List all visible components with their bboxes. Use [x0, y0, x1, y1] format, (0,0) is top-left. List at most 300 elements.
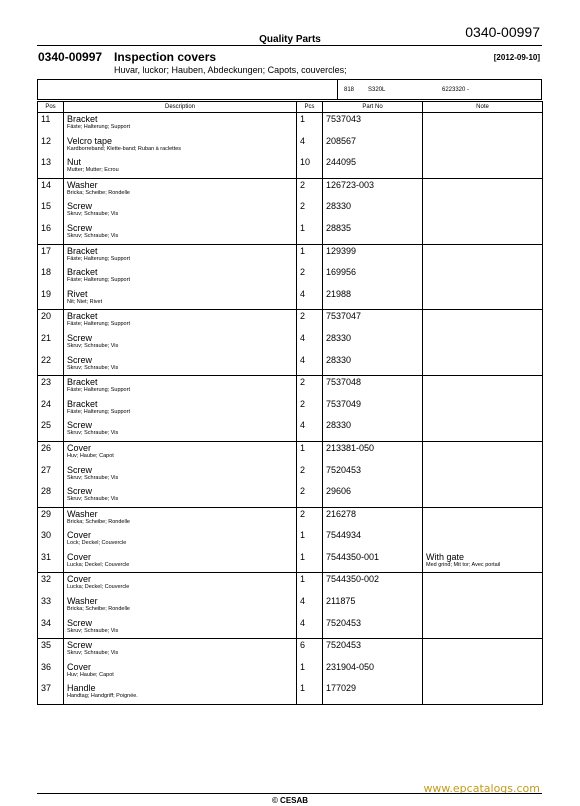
cell-pos [38, 266, 64, 288]
footer-divider [37, 793, 542, 794]
cell-description [64, 595, 297, 617]
table-row [38, 310, 543, 332]
cell-pos [38, 398, 64, 420]
cell-pcs [297, 288, 323, 310]
cell-pcs [297, 135, 323, 157]
cell-description [64, 244, 297, 266]
description-translation: Bricka; Scheibe; Rondelle [67, 606, 130, 613]
pos-value: 32 [41, 574, 52, 585]
note-translation: Med grind; Mit tor; Avec portail [426, 561, 501, 568]
cell-pos [38, 244, 64, 266]
description-translation: Mutter; Mutter; Ecrou [67, 167, 119, 174]
description-text: Bracket [67, 398, 98, 409]
brand-logo: © CESAB [271, 796, 309, 805]
table-row [38, 354, 543, 376]
pos-value: 33 [41, 596, 52, 607]
cell-part-no [323, 354, 423, 376]
cell-note [423, 639, 543, 661]
cell-note [423, 617, 543, 639]
cell-pos [38, 354, 64, 376]
table-row [38, 617, 543, 639]
cell-pos [38, 200, 64, 222]
cell-pcs [297, 551, 323, 573]
note-text [426, 617, 542, 618]
description-text: Cover [67, 661, 92, 672]
part-number: 28330 [326, 332, 352, 343]
note-text [426, 529, 542, 530]
pos-value: 35 [41, 640, 52, 651]
pos-value: 14 [41, 179, 52, 190]
description-text: Screw [67, 222, 93, 233]
table-row [38, 266, 543, 288]
cell-note [423, 376, 543, 398]
cell-pos [38, 529, 64, 551]
pos-value: 11 [41, 114, 51, 124]
cell-pcs [297, 682, 323, 704]
part-number: 244095 [326, 157, 357, 168]
table-row [38, 661, 543, 683]
part-number: 177029 [326, 683, 357, 694]
cell-part-no [323, 156, 423, 178]
pcs-value: 2 [300, 508, 306, 519]
note-text: With gate [426, 551, 465, 562]
cell-note [423, 419, 543, 441]
part-number: 126723-003 [326, 179, 375, 190]
description-text: Washer [67, 179, 98, 190]
table-row [38, 441, 543, 463]
model-number: 818 [344, 87, 355, 93]
description-translation: Bricka; Scheibe; Rondelle [67, 518, 130, 525]
pos-value: 18 [41, 267, 52, 278]
cell-pcs [297, 222, 323, 244]
note-text [426, 464, 542, 465]
pos-value: 29 [41, 508, 52, 519]
pcs-value: 2 [300, 398, 306, 409]
pos-value: 28 [41, 486, 52, 497]
part-number: 7544350-002 [326, 574, 380, 585]
pcs-value: 1 [300, 551, 306, 562]
pcs-value: 1 [300, 574, 306, 585]
description-text: Bracket [67, 377, 98, 388]
note-text [426, 661, 542, 662]
table-row [38, 288, 543, 310]
section-date: [2012-09-10] [493, 53, 540, 62]
description-text: Cover [67, 530, 92, 541]
pcs-value: 4 [300, 354, 306, 365]
pcs-value: 4 [300, 288, 306, 299]
col-header-note: Note [423, 102, 543, 113]
cell-pcs [297, 485, 323, 507]
col-header-description: Description [64, 102, 297, 113]
cell-pcs [297, 244, 323, 266]
cell-description [64, 135, 297, 157]
cell-description [64, 419, 297, 441]
cell-description [64, 441, 297, 463]
cell-pcs [297, 113, 323, 135]
table-row [38, 485, 543, 507]
cell-pcs [297, 639, 323, 661]
cell-part-no [323, 332, 423, 354]
note-text [426, 595, 542, 596]
cell-pcs [297, 529, 323, 551]
description-text: Bracket [67, 114, 98, 124]
model-box [37, 79, 542, 100]
pos-value: 25 [41, 420, 52, 431]
pcs-value: 1 [300, 661, 306, 672]
cell-note [423, 529, 543, 551]
cell-part-no [323, 376, 423, 398]
cell-part-no [323, 682, 423, 704]
description-text: Screw [67, 332, 93, 343]
pcs-value: 4 [300, 135, 306, 146]
note-text [426, 332, 542, 333]
note-text [426, 179, 542, 180]
cell-pos [38, 507, 64, 529]
parts-table [37, 101, 543, 705]
pcs-value: 6 [300, 640, 306, 651]
part-number: 216278 [326, 508, 357, 519]
cell-part-no [323, 288, 423, 310]
pcs-value: 10 [300, 157, 311, 168]
cell-pos [38, 485, 64, 507]
col-header-pcs: Pcs [297, 102, 323, 113]
cell-part-no [323, 113, 423, 135]
cell-description [64, 617, 297, 639]
cell-description [64, 222, 297, 244]
cell-description [64, 507, 297, 529]
cell-note [423, 222, 543, 244]
cell-pos [38, 376, 64, 398]
cell-part-no [323, 573, 423, 595]
description-text: Washer [67, 508, 98, 519]
cell-note [423, 398, 543, 420]
cell-pos [38, 156, 64, 178]
description-text: Cover [67, 574, 92, 585]
pos-value: 30 [41, 530, 52, 541]
pos-value: 17 [41, 245, 52, 256]
cell-pcs [297, 310, 323, 332]
part-number: 169956 [326, 267, 357, 278]
cell-pos [38, 419, 64, 441]
cell-pcs [297, 354, 323, 376]
note-text [426, 113, 542, 114]
description-translation: Fäste; Halterung; Support [67, 321, 130, 328]
header-doc-number: 0340-00997 [465, 24, 540, 40]
table-row [38, 222, 543, 244]
description-translation: Skruv; Schraube; Vis [67, 364, 119, 371]
pos-value: 27 [41, 464, 52, 475]
pcs-value: 2 [300, 311, 306, 322]
cell-part-no [323, 595, 423, 617]
table-row [38, 682, 543, 704]
cell-description [64, 661, 297, 683]
cell-pcs [297, 507, 323, 529]
pos-value: 24 [41, 398, 52, 409]
pcs-value: 1 [300, 530, 306, 541]
cell-note [423, 507, 543, 529]
cell-pos [38, 682, 64, 704]
cell-description [64, 354, 297, 376]
note-text [426, 508, 542, 509]
description-text: Screw [67, 640, 93, 651]
cell-note [423, 200, 543, 222]
part-number: 29606 [326, 486, 352, 497]
cell-pos [38, 639, 64, 661]
part-number: 7537043 [326, 114, 362, 124]
table-row [38, 573, 543, 595]
description-translation: Fäste; Halterung; Support [67, 124, 130, 130]
cell-note [423, 464, 543, 486]
pcs-value: 1 [300, 683, 306, 694]
cell-description [64, 485, 297, 507]
cell-pos [38, 617, 64, 639]
pos-value: 34 [41, 617, 52, 628]
note-text [426, 573, 542, 574]
cell-note [423, 332, 543, 354]
cell-pcs [297, 156, 323, 178]
note-text [426, 245, 542, 246]
part-number: 21988 [326, 288, 352, 299]
pcs-value: 2 [300, 179, 306, 190]
cell-part-no [323, 617, 423, 639]
cell-note [423, 573, 543, 595]
pos-value: 26 [41, 442, 52, 453]
description-text: Bracket [67, 267, 98, 278]
part-number: 231904-050 [326, 661, 375, 672]
description-translation: Lock; Deckel; Couvercle [67, 540, 127, 547]
cell-part-no [323, 135, 423, 157]
cell-pcs [297, 617, 323, 639]
part-number: 208567 [326, 135, 357, 146]
pos-value: 16 [41, 222, 52, 233]
cell-description [64, 288, 297, 310]
pcs-value: 4 [300, 420, 306, 431]
pos-value: 19 [41, 288, 52, 299]
description-text: Screw [67, 486, 93, 497]
cell-description [64, 398, 297, 420]
pcs-value: 2 [300, 464, 306, 475]
description-translation: Handtag; Handgriff; Poignée. [67, 693, 138, 700]
cell-description [64, 266, 297, 288]
cell-part-no [323, 398, 423, 420]
cell-note [423, 178, 543, 200]
table-row [38, 135, 543, 157]
cell-description [64, 113, 297, 135]
pcs-value: 4 [300, 596, 306, 607]
cell-pos [38, 595, 64, 617]
pos-value: 15 [41, 201, 52, 212]
cell-part-no [323, 200, 423, 222]
pos-value: 23 [41, 377, 52, 388]
pcs-value: 4 [300, 332, 306, 343]
description-translation: Skruv; Schraube; Vis [67, 627, 119, 634]
description-translation: Fäste; Halterung; Support [67, 255, 130, 262]
part-number: 28330 [326, 420, 352, 431]
cell-pos [38, 661, 64, 683]
cell-note [423, 551, 543, 573]
pos-value: 22 [41, 354, 52, 365]
cell-description [64, 639, 297, 661]
cell-pcs [297, 441, 323, 463]
cell-pcs [297, 178, 323, 200]
section-title: Inspection covers [114, 50, 217, 64]
cell-note [423, 266, 543, 288]
cell-part-no [323, 464, 423, 486]
note-text [426, 398, 542, 399]
part-number: 7537048 [326, 377, 362, 388]
cell-part-no [323, 244, 423, 266]
model-serial: 6223320 - [442, 87, 470, 93]
cell-description [64, 332, 297, 354]
pcs-value: 1 [300, 442, 306, 453]
model-name: S320L [368, 87, 386, 93]
cell-note [423, 682, 543, 704]
cell-pcs [297, 464, 323, 486]
description-text: Bracket [67, 245, 98, 256]
table-row [38, 639, 543, 661]
part-number: 129399 [326, 245, 357, 256]
note-text [426, 485, 542, 486]
cell-description [64, 310, 297, 332]
pos-value: 36 [41, 661, 52, 672]
model-info [337, 80, 542, 99]
description-translation: Bricka; Scheibe; Rondelle [67, 189, 130, 196]
description-translation: Huv; Haube; Capot [67, 452, 114, 459]
cell-pos [38, 332, 64, 354]
watermark: www.epcatalogs.com [423, 782, 540, 795]
col-header-part-no: Part No [323, 102, 423, 113]
description-text: Handle [67, 683, 96, 694]
cell-part-no [323, 266, 423, 288]
cell-part-no [323, 178, 423, 200]
parts-table-body [38, 113, 543, 705]
note-text [426, 135, 542, 136]
cell-pcs [297, 376, 323, 398]
pos-value: 21 [41, 332, 52, 343]
cell-part-no [323, 441, 423, 463]
cell-part-no [323, 661, 423, 683]
col-header-pos: Pos [38, 102, 64, 113]
cell-part-no [323, 222, 423, 244]
table-row [38, 156, 543, 178]
pcs-value: 2 [300, 267, 306, 278]
cell-note [423, 244, 543, 266]
cell-description [64, 551, 297, 573]
cell-note [423, 354, 543, 376]
cell-description [64, 529, 297, 551]
cell-pos [38, 178, 64, 200]
table-row [38, 398, 543, 420]
part-number: 7537047 [326, 311, 362, 322]
note-text [426, 442, 542, 443]
part-number: 7544934 [326, 530, 362, 541]
part-number: 7520453 [326, 617, 362, 628]
note-text [426, 354, 542, 355]
part-number: 28330 [326, 201, 352, 212]
table-row [38, 200, 543, 222]
cell-pos [38, 113, 64, 135]
cell-pos [38, 222, 64, 244]
cell-pcs [297, 266, 323, 288]
cell-note [423, 156, 543, 178]
table-row [38, 529, 543, 551]
pos-value: 37 [41, 683, 52, 694]
table-header-row [38, 102, 543, 113]
description-translation: Fäste; Halterung; Support [67, 387, 130, 394]
cell-note [423, 135, 543, 157]
cell-pos [38, 441, 64, 463]
note-text [426, 310, 542, 311]
description-text: Cover [67, 551, 92, 562]
note-text [426, 376, 542, 377]
description-text: Screw [67, 201, 93, 212]
cell-part-no [323, 507, 423, 529]
note-text [426, 639, 542, 640]
cell-pcs [297, 398, 323, 420]
table-row [38, 332, 543, 354]
pos-value: 13 [41, 157, 52, 168]
cell-pcs [297, 595, 323, 617]
cell-pos [38, 310, 64, 332]
table-row [38, 419, 543, 441]
cell-description [64, 376, 297, 398]
cell-pcs [297, 200, 323, 222]
description-translation: Skruv; Schraube; Vis [67, 496, 119, 503]
table-row [38, 244, 543, 266]
section-subtitle: Huvar, luckor; Hauben, Abdeckungen; Capots, couvercles; [114, 65, 347, 75]
description-text: Screw [67, 354, 93, 365]
note-text [426, 222, 542, 223]
cell-part-no [323, 639, 423, 661]
description-translation: Lucka; Deckel; Couvercle [67, 561, 130, 568]
description-translation: Lucka; Deckel; Couvercle [67, 584, 130, 591]
table-row [38, 464, 543, 486]
part-number: 28330 [326, 354, 352, 365]
note-text [426, 156, 542, 157]
cell-note [423, 661, 543, 683]
table-row [38, 376, 543, 398]
description-translation: Skruv; Schraube; Vis [67, 474, 119, 481]
note-text [426, 682, 542, 683]
cell-pos [38, 464, 64, 486]
part-number: 7544350-001 [326, 551, 380, 562]
cell-description [64, 573, 297, 595]
section-code: 0340-00997 [38, 50, 103, 64]
part-number: 7520453 [326, 640, 362, 651]
description-text: Screw [67, 420, 93, 431]
part-number: 7520453 [326, 464, 362, 475]
description-translation: Skruv; Schraube; Vis [67, 211, 119, 218]
table-row [38, 551, 543, 573]
note-text [426, 266, 542, 267]
description-translation: Fäste; Halterung; Support [67, 408, 130, 415]
pos-value: 12 [41, 135, 52, 146]
header-title: Quality Parts [259, 34, 321, 45]
cell-note [423, 288, 543, 310]
pos-value: 31 [41, 551, 52, 562]
table-row [38, 507, 543, 529]
table-row [38, 595, 543, 617]
pcs-value: 2 [300, 377, 306, 388]
note-text [426, 288, 542, 289]
cell-note [423, 310, 543, 332]
cell-note [423, 441, 543, 463]
pos-value: 20 [41, 311, 52, 322]
cell-note [423, 595, 543, 617]
description-translation: Fäste; Halterung; Support [67, 277, 130, 284]
description-translation: Skruv; Schraube; Vis [67, 232, 119, 239]
description-translation: Kardborreband; Klette-band; Ruban à raclettes [67, 145, 182, 152]
